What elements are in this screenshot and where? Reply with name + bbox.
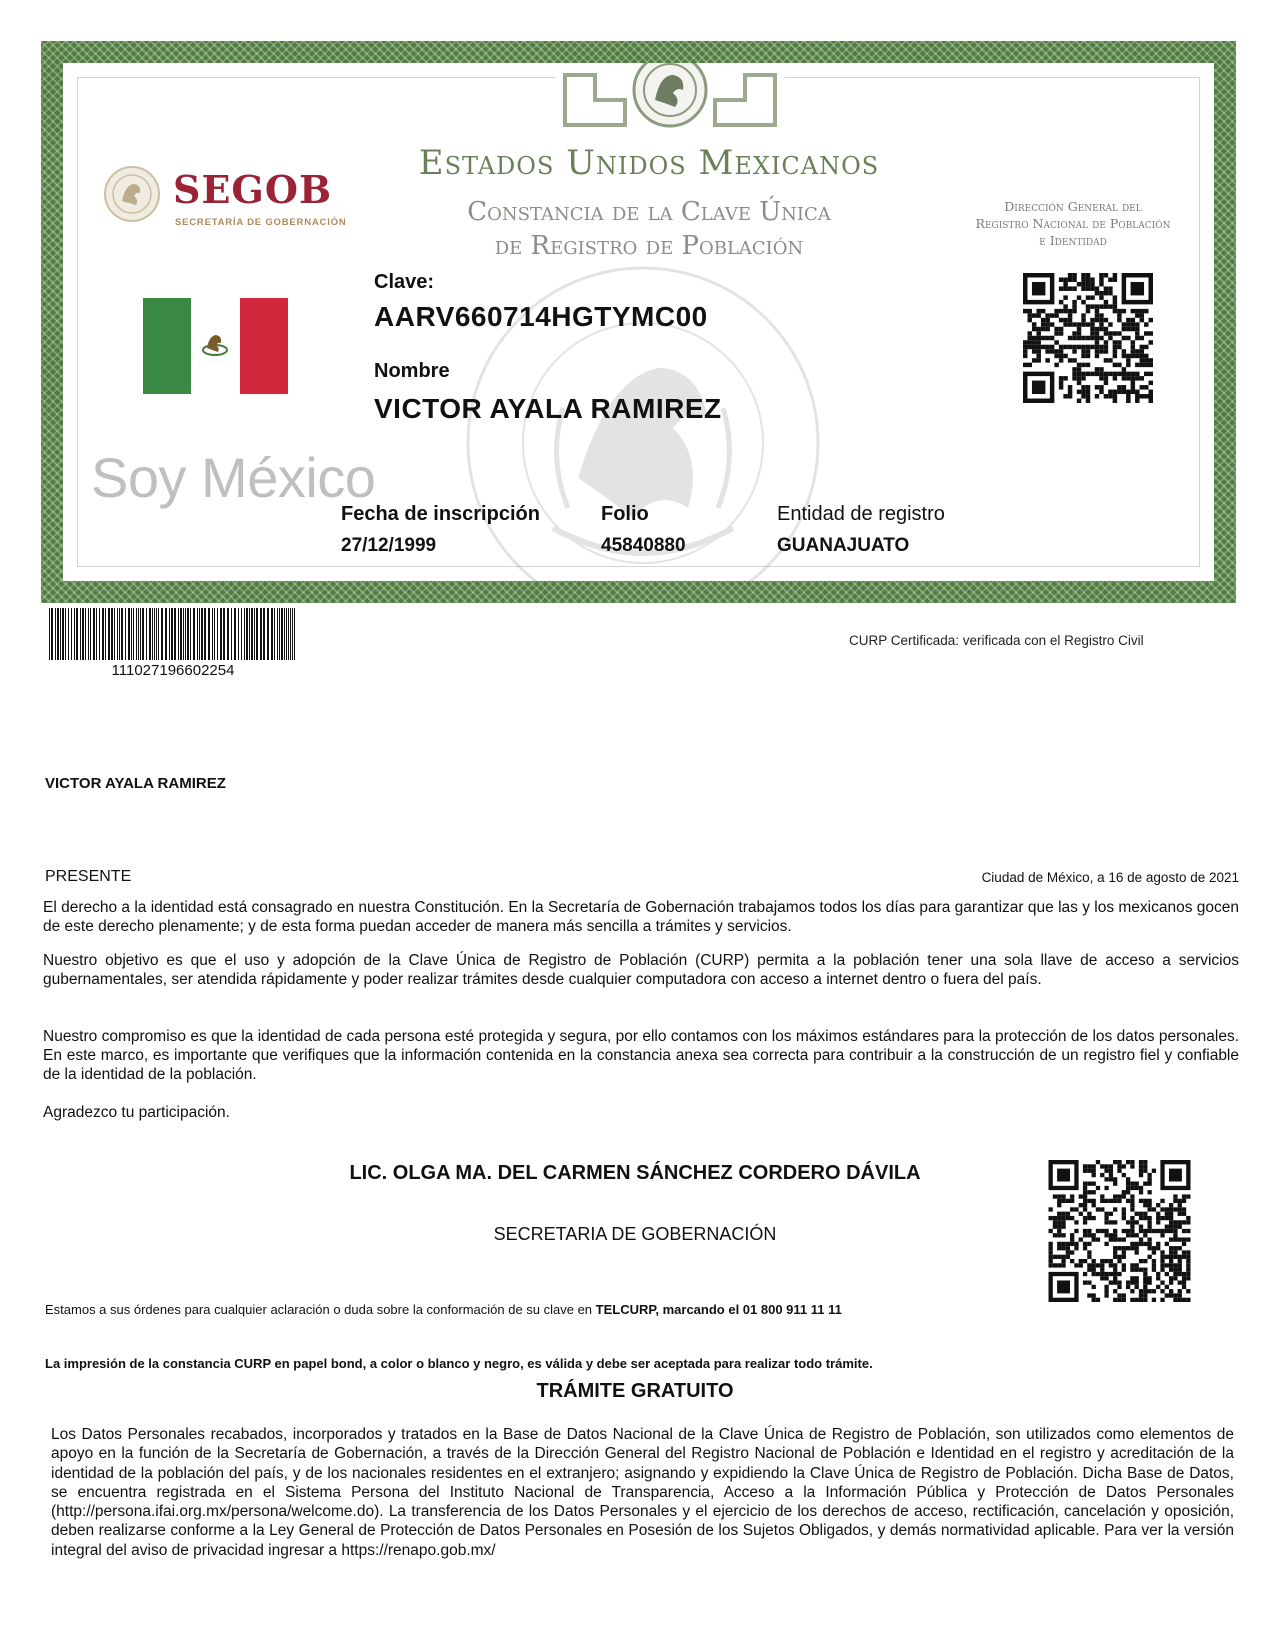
paragraph-2: Nuestro objetivo es que el uso y adopción de la Clave Única de Registro de Población (CURP) permita a la población tener una sola llave de acceso a servicios gubernamentales, ser atendida rápidamente y poder realizar trámites desde cualquier computadora con acceso a internet dentro o fuera del país. xyxy=(43,952,1239,988)
flag-emblem-icon xyxy=(199,328,231,360)
paragraph-4: Agradezco tu participación. xyxy=(43,1104,230,1121)
coat-of-arms-top-icon xyxy=(555,63,785,140)
free-procedure-title: TRÁMITE GRATUITO xyxy=(536,1380,734,1402)
telcurp-phone: TELCURP, marcando el 01 800 911 11 11 xyxy=(595,1302,842,1317)
folio-label: Folio xyxy=(601,503,649,525)
clave-label: Clave: xyxy=(374,271,435,293)
nombre-label: Nombre xyxy=(374,360,450,382)
signer-role: SECRETARIA DE GOBERNACIÓN xyxy=(493,1224,777,1244)
agency-line3: e Identidad xyxy=(1039,233,1107,248)
validity-note: La impresión de la constancia CURP en papel bond, a color o blanco y negro, es válida y debe ser aceptada para realizar todo trámite. xyxy=(45,1356,873,1371)
clave-value: AARV660714HGTYMC00 xyxy=(374,301,708,332)
segob-logo xyxy=(103,161,363,241)
curp-certificate xyxy=(41,41,1236,603)
agency-line2: Registro Nacional de Población xyxy=(975,216,1171,231)
telcurp-note xyxy=(45,1302,842,1317)
addressee-name: VICTOR AYALA RAMIREZ xyxy=(45,775,226,792)
letter-date: Ciudad de México, a 16 de agosto de 2021 xyxy=(981,870,1239,885)
privacy-notice: Los Datos Personales recabados, incorporados y tratados en la Base de Datos Nacional de la Clave Única de Registro de Población, son utilizados como elementos de apoyo en la función de la Secretaría de Gobernación, a través de la Dirección General del Registro Nacional de Población e Identidad en el registro y acreditación de la identidad de la población del país, y de los nacionales residentes en el extranjero; asignando y expidiendo la Clave Única de Registro de Población. Dicha Base de Datos, se encuentra registrada en el Sistema Persona del Instituto Nacional de Transparencia, Acceso a la Información Pública y Protección de Datos Personales (http://persona.ifai.org.mx/persona/welcome.do). La transferencia de los Datos Personales y el ejercicio de los derechos de acceso, rectificación, cancelación y oposición, deben realizarse conforme a la Ley General de Protección de Datos Personales en Posesión de los Sujetos Obligados, y demás normatividad aplicable. Para ver la versión integral del aviso de privacidad ingresar a https://renapo.gob.mx/ xyxy=(51,1426,1234,1559)
agency-name xyxy=(943,198,1203,249)
country-title: Estados Unidos Mexicanos xyxy=(418,143,880,183)
barcode-number: 111027196602254 xyxy=(111,662,235,679)
presente-label: PRESENTE xyxy=(45,868,132,885)
entidad-label: Entidad de registro xyxy=(777,503,945,525)
folio-value: 45840880 xyxy=(601,535,686,556)
document-title-line2: de Registro de Población xyxy=(494,231,804,261)
telcurp-prefix: Estamos a sus órdenes para cualquier aclaración o duda sobre la conformación de su clave en xyxy=(45,1302,596,1317)
qr-code-icon xyxy=(1023,273,1153,403)
barcode-icon xyxy=(49,608,297,660)
agency-line1: Dirección General del xyxy=(1004,199,1142,214)
document-title xyxy=(361,195,937,263)
mexican-flag-icon xyxy=(143,298,288,394)
fecha-value: 27/12/1999 xyxy=(341,535,437,556)
entidad-value: GUANAJUATO xyxy=(777,535,910,556)
signer-name: LIC. OLGA MA. DEL CARMEN SÁNCHEZ CORDERO DÁVILA xyxy=(349,1162,921,1184)
paragraph-1: El derecho a la identidad está consagrado en nuestra Constitución. En la Secretaría de Gobernación trabajamos todos los días para garantizar que las y los mexicanos gocen de este derecho plenamente; y de esta forma puedan acceder de manera más sencilla a trámites y servicios. xyxy=(43,899,1239,935)
slogan: Soy México xyxy=(91,446,376,509)
fecha-label: Fecha de inscripción xyxy=(341,503,540,525)
nombre-value: VICTOR AYALA RAMIREZ xyxy=(374,393,722,424)
signature-qr-code-icon xyxy=(1047,1160,1192,1302)
paragraph-3: Nuestro compromiso es que la identidad de cada persona esté protegida y segura, por ello contamos con los máximos estándares para la protección de los datos personales. En este marco, es importante que verifiques que la información contenida en la constancia anexa sea correcta para contribuir a la construcción de un registro fiel y confiable de la identidad de la población. xyxy=(43,1028,1239,1083)
segob-seal-icon xyxy=(103,165,161,223)
segob-name: SEGOB xyxy=(173,167,333,212)
curp-certified-note: CURP Certificada: verificada con el Registro Civil xyxy=(849,633,1144,648)
document-title-line1: Constancia de la Clave Única xyxy=(467,197,831,227)
certificate-body xyxy=(63,63,1214,581)
segob-subtitle: SECRETARÍA DE GOBERNACIÓN xyxy=(175,217,347,228)
